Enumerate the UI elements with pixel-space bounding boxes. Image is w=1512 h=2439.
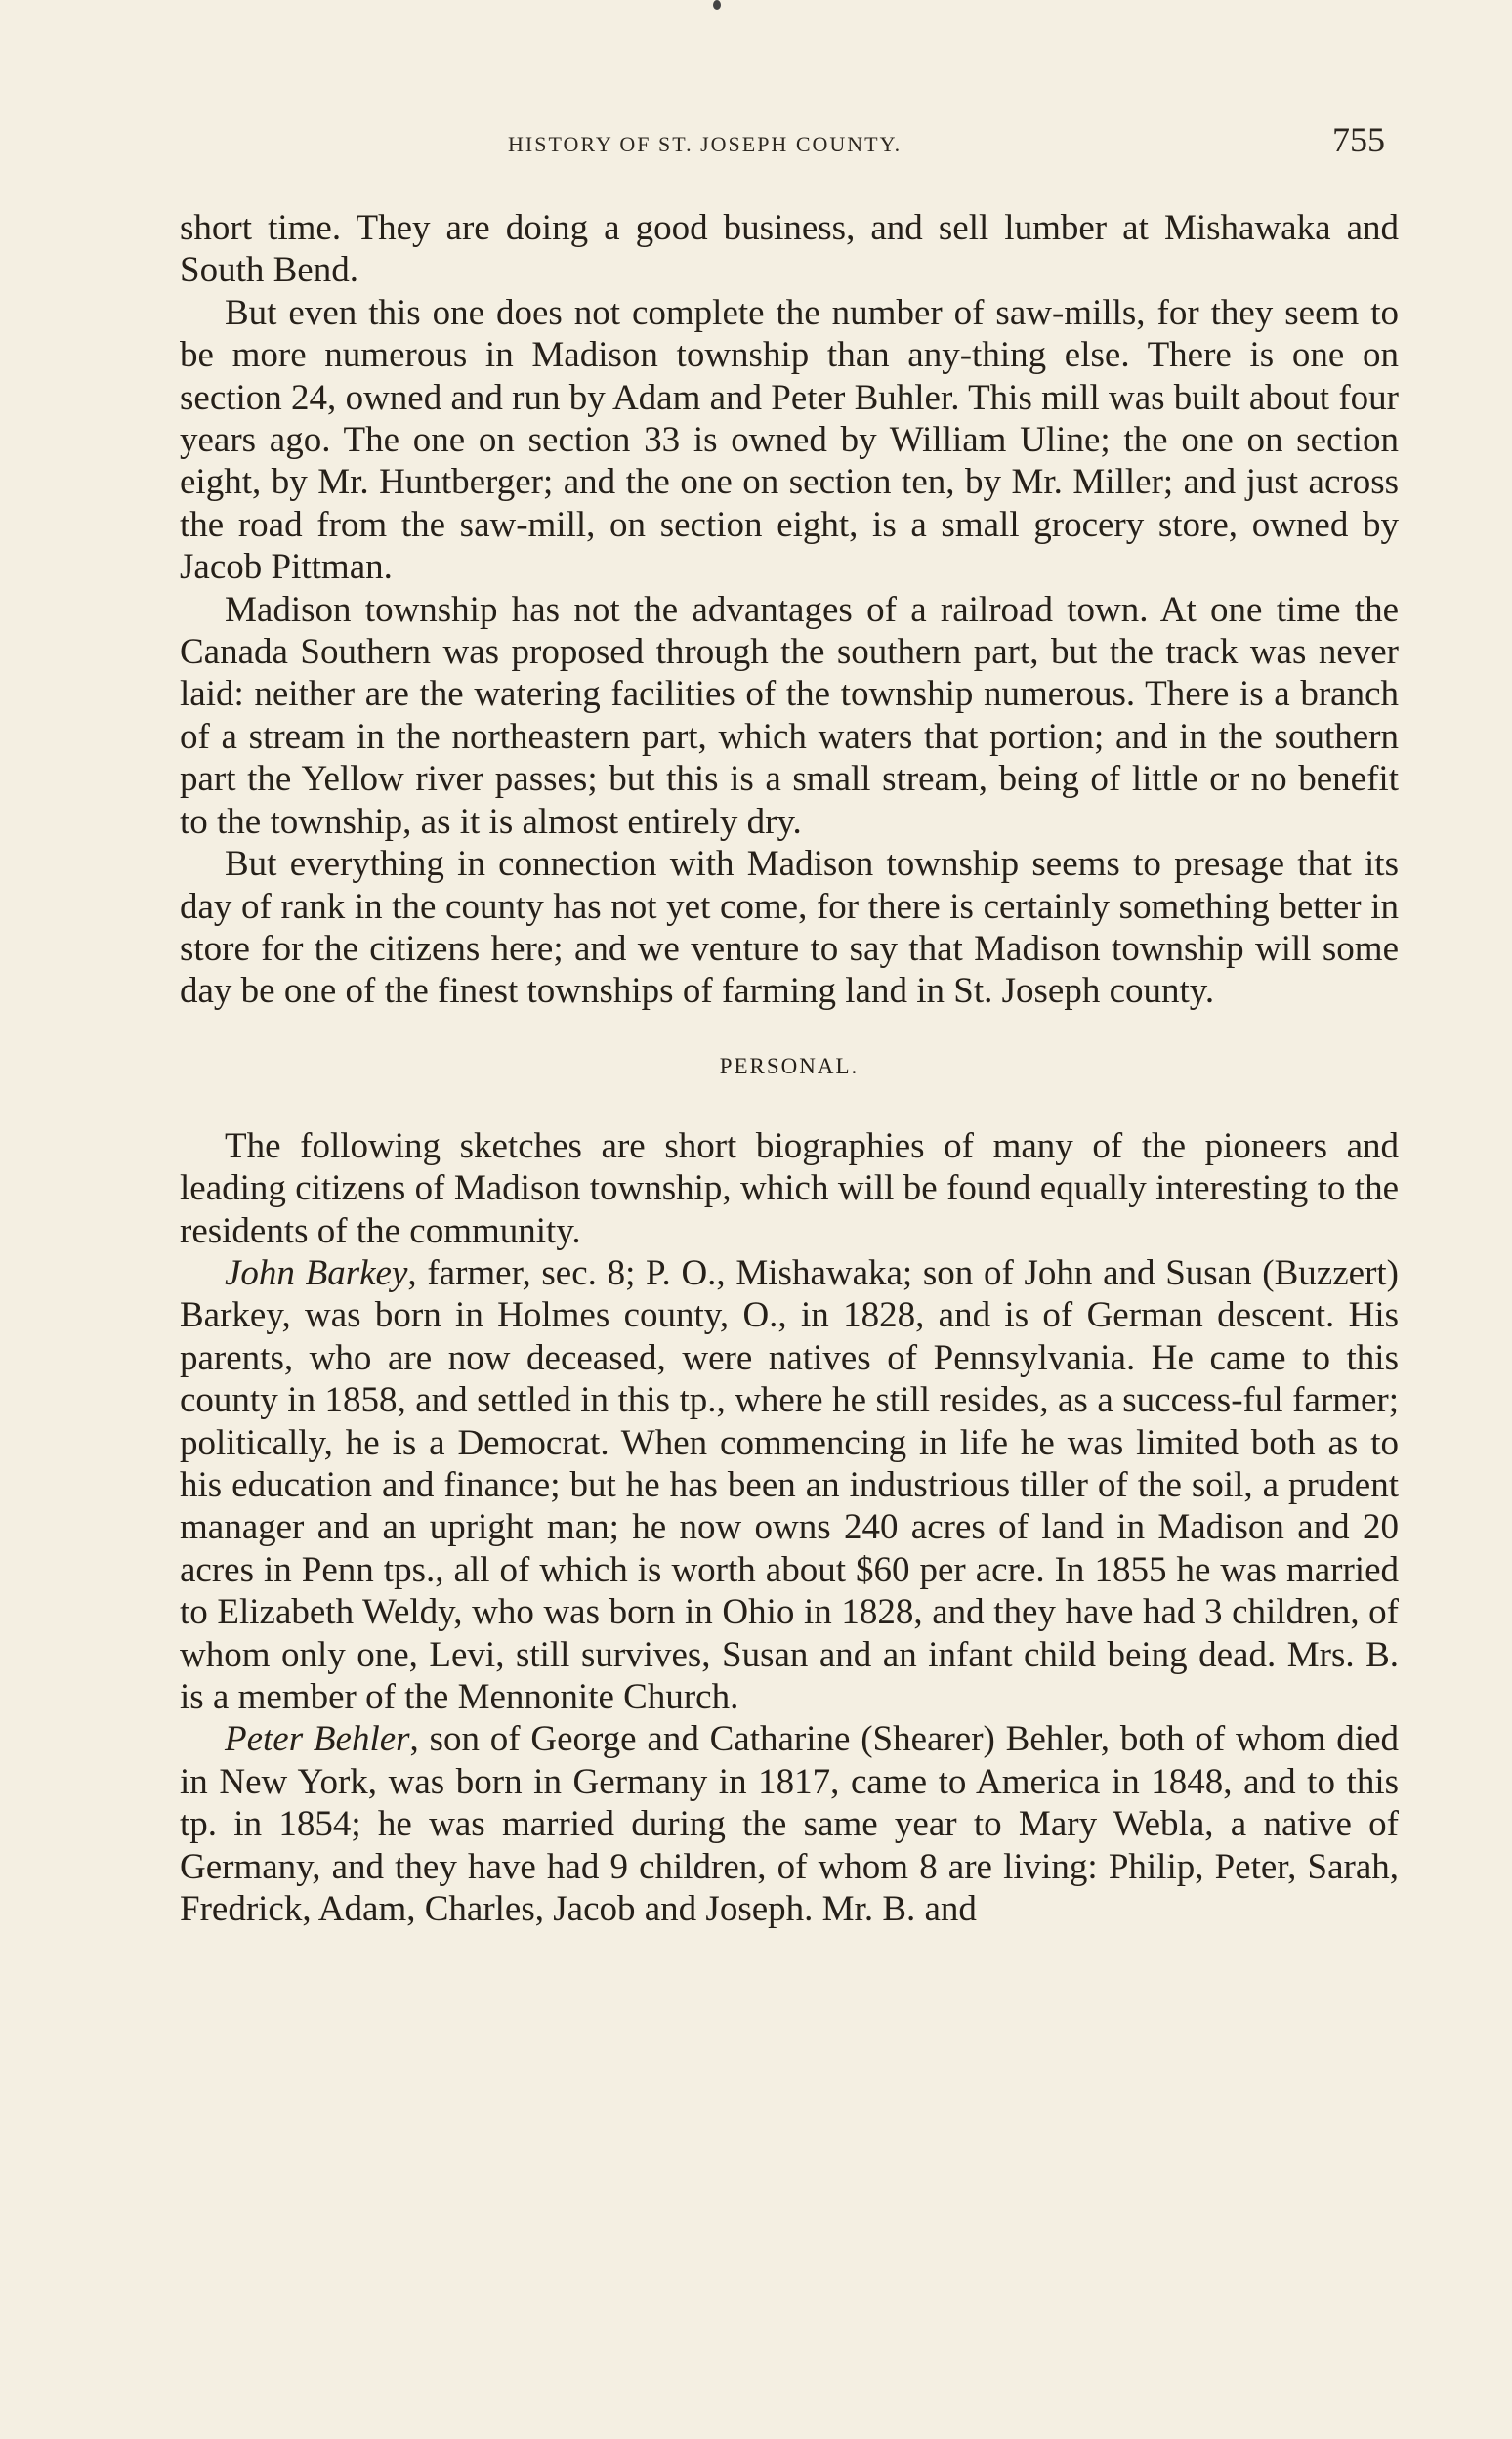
section-heading: PERSONAL.	[719, 1053, 860, 1078]
bio-text: , son of George and Catharine (Shearer) Behler, both of whom died in New York, was born in Germany in 1817, came to America in 1848, and to this tp. in 1854; he was married during the same year to Mary Webla, a native of Germany, and they have had 9 children, of whom 8 are living: Philip, Peter, Sarah, Fredrick, Adam, Charles, Jacob and Joseph. Mr. B. and	[180, 1719, 1400, 1930]
running-head: HISTORY OF ST. JOSEPH COUNTY.	[508, 132, 903, 156]
body-text	[180, 207, 1399, 1930]
paragraph-intro: The following sketches are short biographies of many of the pioneers and leading citizens of Madison township, which will be found equally interesting to the residents of the community.	[180, 1125, 1399, 1251]
bio-john-barkey	[180, 1252, 1399, 1718]
bio-peter-behler	[180, 1718, 1399, 1930]
bio-text: , farmer, sec. 8; P. O., Mishawaka; son of John and Susan (Buzzert) Barkey, was born in Holmes county, O., in 1828, and is of German descent. His parents, who are now deceased, were natives of Pennsylvania. He came to this county in 1858, and settled in this tp., where he still resides, as a success-ful farmer; politically, he is a Democrat. When commencing in life he was limited both as to his education and finance; but he has been an industrious tiller of the soil, a prudent manager and an upright man; he now owns 240 acres of land in Madison and 20 acres in Penn tps., all of which is worth about $60 per acre. In 1855 he was married to Elizabeth Weldy, who was born in Ohio in 1828, and they have had 3 children, of whom only one, Levi, still survives, Susan and an infant child being dead. Mrs. B. is a member of the Mennonite Church.	[180, 1252, 1399, 1717]
paragraph-continuation: short time. They are doing a good business, and sell lumber at Mishawaka and South Bend.	[180, 208, 1399, 291]
bio-name: Peter Behler	[225, 1719, 410, 1760]
page-number: 755	[1332, 120, 1385, 159]
bio-name: John Barkey	[225, 1252, 408, 1293]
print-mark	[713, 0, 721, 10]
paragraph-railroad: Madison township has not the advantages of a railroad town. At one time the Canada Southern was proposed through the southern part, but the track was never laid: neither are the watering facilities of the township numerous. There is a branch of a stream in the northeastern part, which waters that portion; and in the southern part the Yellow river passes; but this is a small stream, being of little or no benefit to the township, as it is almost entirely dry.	[180, 589, 1399, 842]
paragraph-saw-mills: But even this one does not complete the number of saw-mills, for they seem to be more numerous in Madison township than any-thing else. There is one on section 24, owned and run by Adam and Peter Buhler. This mill was built about four years ago. The one on section 33 is owned by William Uline; the one on section eight, by Mr. Huntberger; and the one on section ten, by Mr. Miller; and just across the road from the saw-mill, on section eight, is a small grocery store, owned by Jacob Pittman.	[180, 292, 1399, 588]
paragraph-presage: But everything in connection with Madison township seems to presage that its day of rank in the county has not yet come, for there is certainly something better in store for the citizens here; and we venture to say that Madison township will some day be one of the finest townships of farming land in St. Joseph county.	[180, 844, 1399, 1012]
